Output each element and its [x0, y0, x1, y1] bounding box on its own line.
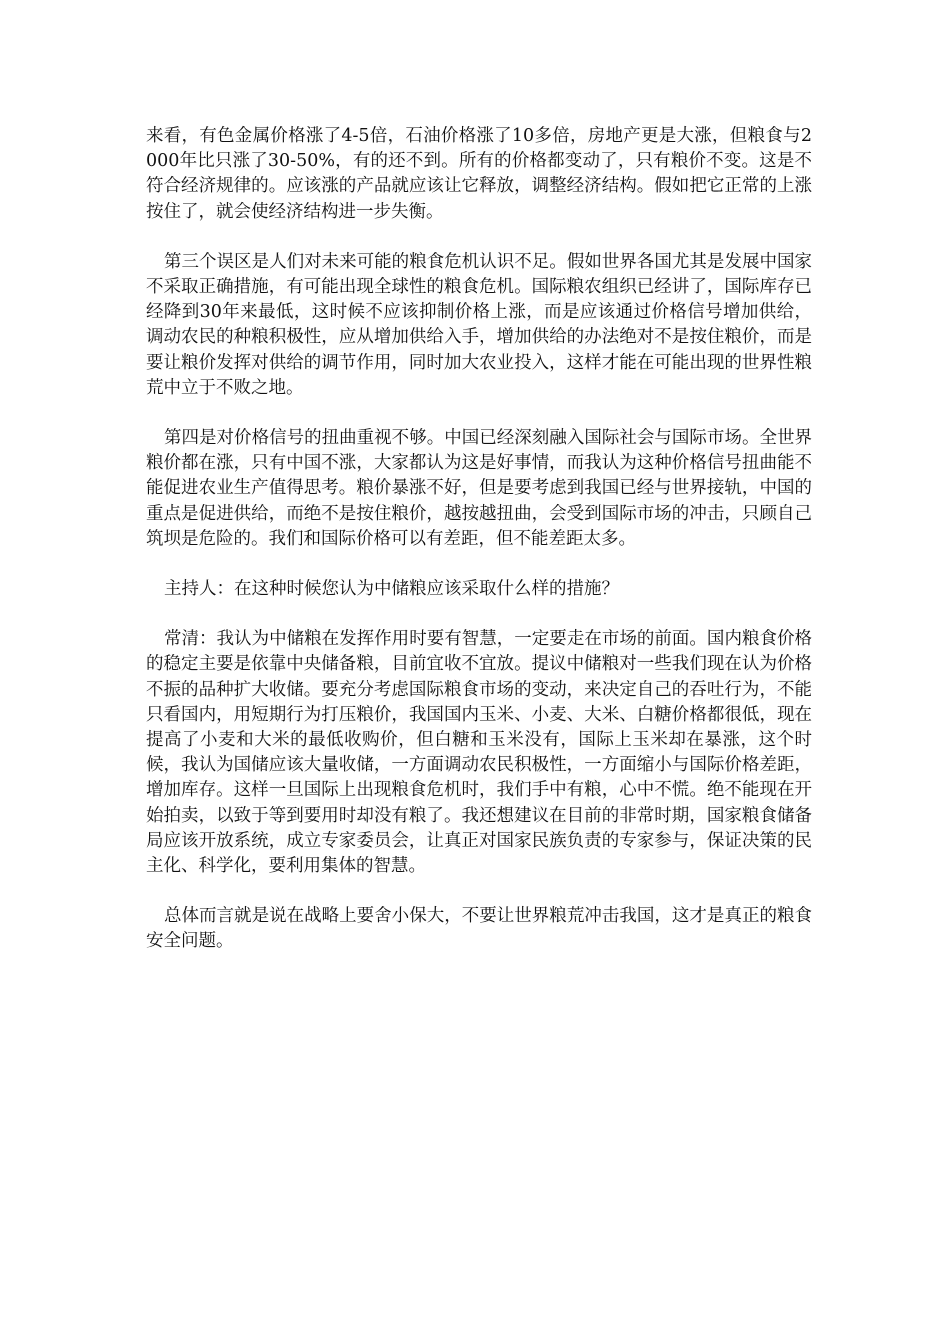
paragraph-host-question: 主持人：在这种时候您认为中储粮应该采取什么样的措施？: [164, 579, 619, 600]
paragraph-fourth-point: 第四是对价格信号的扭曲重视不够。中国已经深刻融入国际社会与国际市场。全世界粮价都在涨，只有中国不涨，大家都认为这是好事情，而我认为这种价格信号扭曲能不能促进农业生产值得思考。粮价暴涨不好，但是要考虑到我国已经与世界接轨，中国的重点是促进供给，而绝不是按住粮价，越按越扭曲，会受到国际市场的冲击，只顾自己筑坝是危险的。我们和国际价格可以有差距，但不能差距太多。: [146, 428, 812, 549]
paragraph-third-misconception: 第三个误区是人们对未来可能的粮食危机认识不足。假如世界各国尤其是发展中国家不采取正确措施，有可能出现全球性的粮食危机。国际粮农组织已经讲了，国际库存已经降到30年来最低，这时候不应该抑制价格上涨，而是应该通过价格信号增加供给，调动农民的种粮积极性，应从增加供给入手，增加供给的办法绝对不是按住粮价，而是要让粮价发挥对供给的调节作用，同时加大农业投入，这样才能在可能出现的世界性粮荒中立于不败之地。: [146, 251, 812, 398]
paragraph-price-comparison: 来看，有色金属价格涨了4-5倍，石油价格涨了10多倍，房地产更是大涨，但粮食与2000年比只涨了30-50%，有的还不到。所有的价格都变动了，只有粮价不变。这是不符合经济规律的。应该涨的产品就应该让它释放，调整经济结构。假如把它正常的上涨按住了，就会使经济结构进一步失衡。: [146, 126, 812, 222]
document-page: [146, 124, 812, 980]
paragraph-conclusion: 总体而言就是说在战略上要舍小保大，不要让世界粮荒冲击我国，这才是真正的粮食安全问题。: [146, 906, 812, 952]
paragraph-chang-qing-answer: 常清：我认为中储粮在发挥作用时要有智慧，一定要走在市场的前面。国内粮食价格的稳定主要是依靠中央储备粮，目前宜收不宜放。提议中储粮对一些我们现在认为价格不振的品种扩大收储。要充分考虑国际粮食市场的变动，来决定自己的吞吐行为，不能只看国内，用短期行为打压粮价，我国国内玉米、小麦、大米、白糖价格都很低，现在提高了小麦和大米的最低收购价，但白糖和玉米没有，国际上玉米却在暴涨，这个时候，我认为国储应该大量收储，一方面调动农民积极性，一方面缩小与国际价格差距，增加库存。这样一旦国际上出现粮食危机时，我们手中有粮，心中不慌。绝不能现在开始拍卖，以致于等到要用时却没有粮了。我还想建议在目前的非常时期，国家粮食储备局应该开放系统，成立专家委员会，让真正对国家民族负责的专家参与，保证决策的民主化、科学化，要利用集体的智慧。: [146, 629, 812, 877]
